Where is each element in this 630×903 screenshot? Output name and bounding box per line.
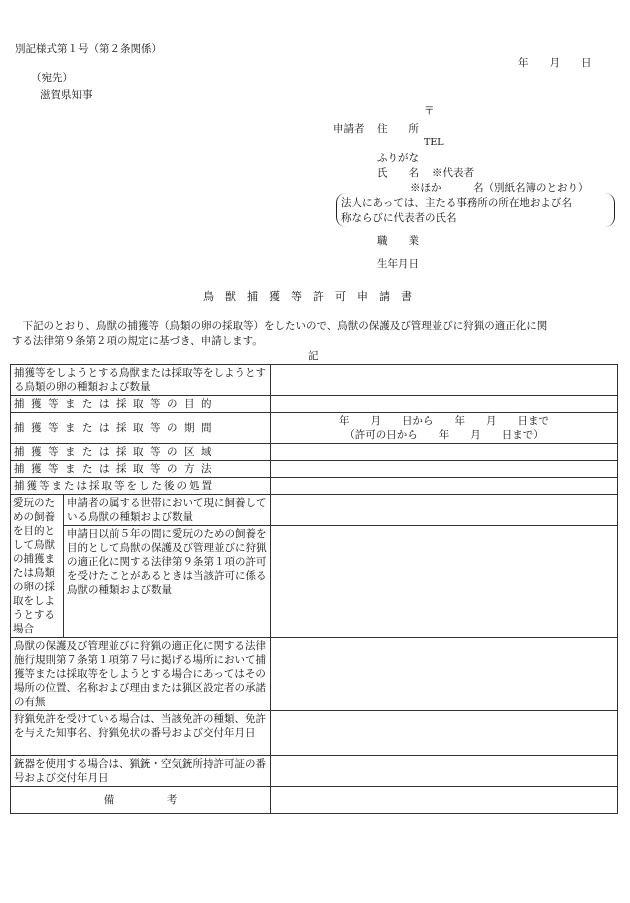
others-note: ※ほか 名（別紙名簿のとおり）: [410, 182, 589, 194]
addressee: 滋賀県知事: [40, 89, 93, 101]
form-number: 別記様式第１号（第２条関係）: [15, 43, 162, 55]
label-species-quantity: 捕獲等をしようとする鳥獣または採取等をしようとする鳥類の卵の種類および数量: [11, 365, 271, 396]
label-method: 捕獲等または採取等の方法: [11, 461, 271, 478]
corporate-note-line-1: 法人にあっては、主たる事務所の所在地および名: [341, 197, 572, 209]
label-pet-purpose: 愛玩のための飼養を目的として鳥獣の捕獲または鳥類の卵の採取をしようとする場合: [11, 495, 64, 638]
value-purpose[interactable]: [271, 396, 618, 413]
table-row: [11, 365, 618, 396]
label-period: 捕獲等または採取等の期間: [11, 413, 271, 444]
postal-mark: 〒: [424, 105, 435, 117]
value-period[interactable]: [271, 413, 618, 444]
table-row: [11, 413, 618, 444]
value-disposal[interactable]: [271, 478, 618, 495]
furigana-label: ふりがな: [377, 152, 419, 164]
table-row: [11, 461, 618, 478]
addressee-prefix: （宛先）: [31, 72, 73, 84]
label-past-permits: 申請日以前５年の間に愛玩のための飼養を目的として鳥獣の保護及び管理並びに狩猟の適正化に関する法律第９条第１項の許可を受けたことがあるときは当該許可に係る鳥獣の種類および数量: [64, 526, 271, 638]
table-row: [11, 711, 618, 756]
value-remarks[interactable]: [271, 787, 618, 814]
name-label: 氏 名: [377, 167, 419, 179]
value-household-pets[interactable]: [271, 495, 618, 526]
period-line-2: （許可の日から 年 月 日まで）: [344, 429, 544, 441]
label-remarks: 備 考: [11, 787, 271, 814]
label-firearm-permit: 銃器を使用する場合は、猟銃・空気銃所持許可証の番号および交付年月日: [11, 756, 271, 787]
tel-label: TEL: [424, 137, 444, 148]
label-purpose: 捕獲等または採取等の目的: [11, 396, 271, 413]
label-hunting-license: 狩猟免許を受けている場合は、当該免許の種類、免許を与えた知事名、狩猟免状の番号および交付年月日: [11, 711, 271, 756]
intro-line-1: 下記のとおり、鳥獣の捕獲等（鳥類の卵の採取等）をしたいので、鳥獣の保護及び管理並びに狩猟の適正化に関: [12, 320, 548, 332]
value-special-location[interactable]: [271, 638, 618, 711]
table-row: [11, 478, 618, 495]
birthdate-label: 生年月日: [377, 258, 419, 270]
label-area: 捕獲等または採取等の区域: [11, 444, 271, 461]
period-line-1: 年 月 日から 年 月 日まで: [339, 415, 549, 427]
ki-label: 記: [308, 350, 319, 362]
corporate-note-line-2: 称ならびに代表者の氏名: [341, 212, 457, 224]
document-title: 鳥獣捕獲等許可申請書: [203, 290, 423, 303]
label-special-location: 鳥獣の保護及び管理並びに狩猟の適正化に関する法律施行規則第７条第１項第７号に掲げる場所において捕獲等または採取等をしようとする場合にあってはその場所の位置、名称および理由または猟区設定者の承諾の有無: [11, 638, 271, 711]
table-row: [11, 444, 618, 461]
label-disposal: 捕獲等または採取等をした後の処置: [11, 478, 271, 495]
table-row: [11, 756, 618, 787]
occupation-label: 職 業: [377, 235, 419, 247]
value-species-quantity[interactable]: [271, 365, 618, 396]
intro-line-2: する法律第９条第２項の規定に基づき、申請します。: [12, 335, 263, 347]
value-firearm-permit[interactable]: [271, 756, 618, 787]
address-label: 住 所: [377, 123, 419, 135]
table-row: [11, 495, 618, 526]
label-household-pets: 申請者の属する世帯において現に飼養している鳥獣の種類および数量: [64, 495, 271, 526]
value-past-permits[interactable]: [271, 526, 618, 638]
table-row: [11, 787, 618, 814]
representative-note: ※代表者: [432, 167, 474, 179]
value-hunting-license[interactable]: [271, 711, 618, 756]
table-row: [11, 638, 618, 711]
table-row: [11, 396, 618, 413]
application-table: [10, 364, 618, 814]
value-area[interactable]: [271, 444, 618, 461]
submission-date: 年 月 日: [518, 57, 592, 69]
applicant-label: 申請者: [333, 123, 365, 135]
value-method[interactable]: [271, 461, 618, 478]
table-row: [11, 526, 618, 638]
